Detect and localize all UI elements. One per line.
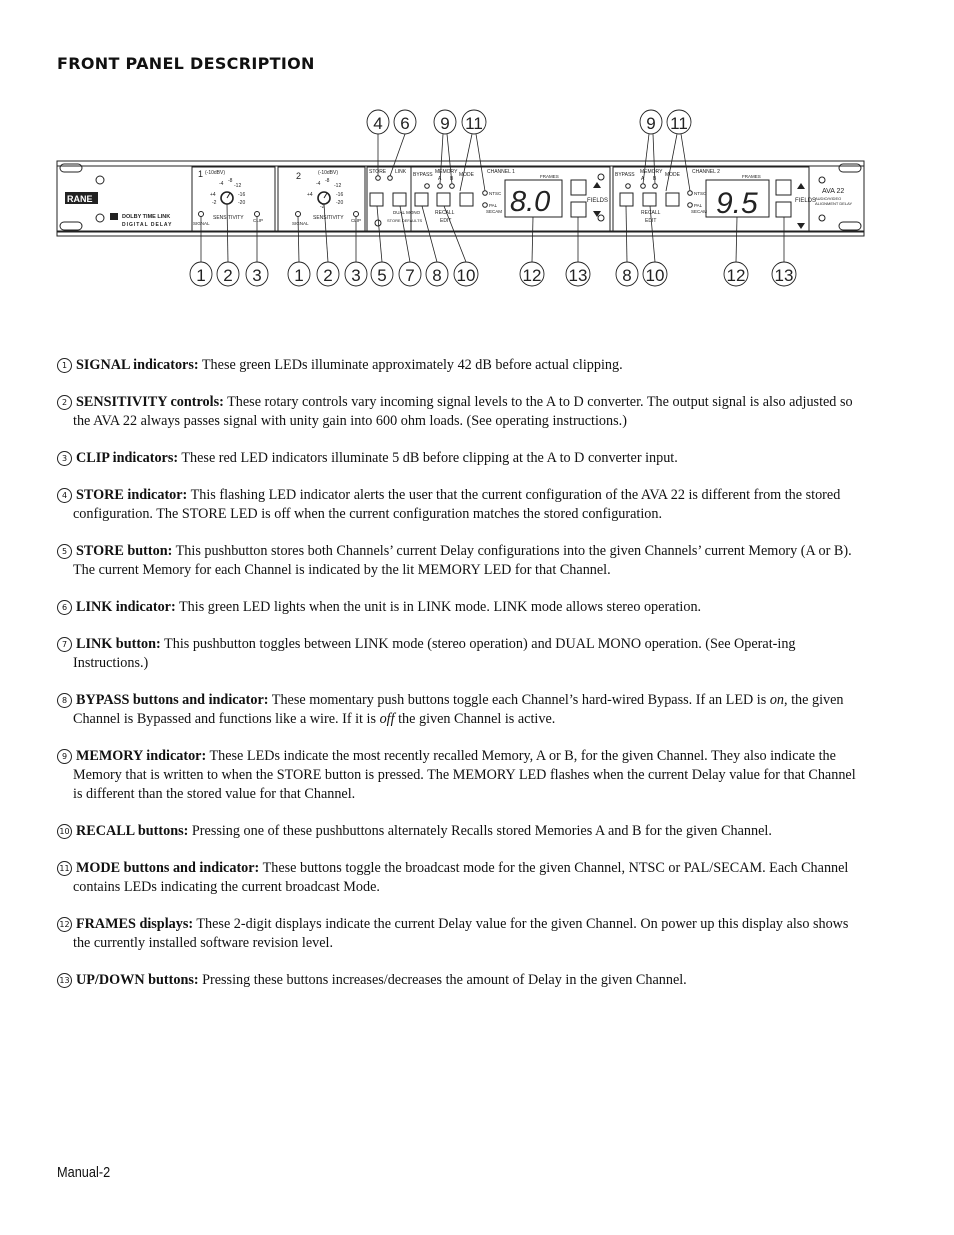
top-callouts — [367, 110, 691, 134]
memory-b-led-1 — [450, 184, 455, 189]
callout-number: 13 — [568, 266, 588, 285]
item-number: 13 — [57, 973, 72, 988]
down-button-1 — [571, 202, 586, 217]
svg-text:SECAM: SECAM — [691, 209, 708, 214]
svg-text:-20: -20 — [238, 200, 246, 206]
item-text: These red LED indicators illuminate 5 dB before clipping at the A to D converter input. — [178, 450, 678, 466]
up-arrow-icon — [797, 183, 805, 189]
callout-number: 12 — [522, 266, 542, 285]
callout-number: 9 — [440, 114, 450, 133]
svg-text:STORE DEFAULTS: STORE DEFAULTS — [387, 218, 423, 223]
callout-number: 2 — [223, 266, 233, 285]
list-item — [57, 971, 867, 990]
svg-text:FRAMES: FRAMES — [742, 174, 761, 179]
screw-icon — [598, 174, 604, 180]
signal-led-2 — [296, 212, 301, 217]
frames-display-1-value: 8.0 — [510, 186, 551, 218]
item-number: 3 — [57, 451, 72, 466]
svg-text:SIGNAL: SIGNAL — [292, 221, 309, 226]
item-label: STORE button: — [76, 543, 173, 559]
svg-text:SENSITIVITY: SENSITIVITY — [213, 215, 244, 221]
callout-number: 11 — [670, 114, 688, 133]
svg-text:-16: -16 — [336, 192, 344, 198]
rack-slot-icon — [60, 164, 82, 172]
list-item — [57, 822, 867, 841]
list-item — [57, 635, 867, 673]
screw-icon — [96, 214, 104, 222]
svg-text:FIELDS: FIELDS — [587, 198, 609, 204]
list-item — [57, 691, 867, 729]
dolby-label: DOLBY TIME LINK — [122, 214, 171, 220]
item-label: SENSITIVITY controls: — [76, 394, 224, 410]
ntsc-led-2 — [688, 191, 693, 196]
callout-number: 6 — [400, 114, 410, 133]
callout-number: 13 — [774, 266, 794, 285]
svg-text:+4: +4 — [307, 192, 313, 198]
memory-a-led-1 — [438, 184, 443, 189]
item-label: RECALL buttons: — [76, 823, 189, 839]
list-item — [57, 915, 867, 953]
up-arrow-icon — [593, 182, 601, 188]
svg-text:PAL: PAL — [489, 203, 498, 208]
link-button — [393, 193, 406, 206]
memory-b-led-2 — [653, 184, 658, 189]
callout-number: 12 — [726, 266, 746, 285]
bypass-led-1 — [425, 184, 430, 189]
svg-text:(-10dBV): (-10dBV) — [205, 170, 226, 176]
svg-text:(-10dBV): (-10dBV) — [318, 170, 339, 176]
list-item — [57, 356, 867, 375]
svg-text:DUAL MONO: DUAL MONO — [393, 210, 421, 215]
bypass-button-2 — [620, 193, 633, 206]
svg-text:AUDIO/VIDEO: AUDIO/VIDEO — [815, 196, 842, 201]
channel1-number: 1 — [198, 169, 204, 179]
svg-text:SECAM: SECAM — [486, 209, 503, 214]
front-panel-diagram — [0, 0, 954, 300]
screw-icon — [819, 215, 825, 221]
svg-text:RECALL: RECALL — [435, 210, 455, 216]
item-text: This flashing LED indicator alerts the user that the current configuration of the AVA 22 is different from the stored configuration. The STORE LED is off when the current configuration matches the stored configuration. — [73, 487, 841, 522]
digital-delay-label: DIGITAL DELAY — [122, 222, 173, 228]
down-arrow-icon — [797, 223, 805, 229]
memory-a-led-2 — [641, 184, 646, 189]
item-number: 6 — [57, 600, 72, 615]
rack-slot-icon — [60, 222, 82, 230]
list-item — [57, 486, 867, 524]
pal-led-1 — [483, 203, 488, 208]
svg-text:A: A — [438, 176, 442, 182]
ntsc-led-1 — [483, 191, 488, 196]
screw-icon — [96, 176, 104, 184]
svg-text:CLIP: CLIP — [253, 218, 264, 223]
mode-button-1 — [460, 193, 473, 206]
list-item — [57, 542, 867, 580]
svg-text:FRAMES: FRAMES — [540, 174, 559, 179]
svg-text:BYPASS: BYPASS — [413, 172, 433, 178]
item-text: These momentary push buttons toggle each Channel’s hard-wired Bypass. If an LED is — [268, 692, 770, 708]
svg-text:CLIP: CLIP — [351, 218, 362, 223]
item-number: 1 — [57, 358, 72, 373]
svg-text:SIGNAL: SIGNAL — [193, 221, 210, 226]
screw-icon — [819, 177, 825, 183]
svg-text:B: B — [450, 176, 454, 182]
callout-number: 10 — [456, 266, 476, 285]
item-number: 9 — [57, 749, 72, 764]
callout-number: 8 — [622, 266, 632, 285]
svg-text:FIELDS: FIELDS — [795, 198, 817, 204]
list-item — [57, 598, 867, 617]
callout-number: 5 — [377, 266, 387, 285]
item-number: 12 — [57, 917, 72, 932]
item-label: SIGNAL indicators: — [76, 357, 199, 373]
bypass-led-2 — [626, 184, 631, 189]
callout-number: 9 — [646, 114, 656, 133]
item-text: the given Channel is active. — [394, 711, 556, 727]
item-number: 4 — [57, 488, 72, 503]
frames-display-2-value: 9.5 — [716, 187, 758, 220]
item-number: 7 — [57, 637, 72, 652]
link-led — [388, 176, 393, 181]
item-text: These LEDs indicate the most recently recalled Memory, A or B, for the given Channel. They also indicate the Memory that is written to when the STORE button is pressed. The MEMORY LED flashes when the current Delay value for that Channel is different than the stored value for that Channel. — [73, 748, 856, 802]
item-text: These rotary controls vary incoming signal levels to the A to D converter. The output signal is also adjusted so the AVA 22 always passes signal with unity gain into 600 ohm loads. (See operating instructions.) — [73, 394, 853, 429]
rack-slot-icon — [839, 222, 861, 230]
screw-icon — [598, 215, 604, 221]
item-label: MEMORY indicator: — [76, 748, 207, 764]
item-text: These green LEDs illuminate approximately 42 dB before actual clipping. — [198, 357, 623, 373]
svg-text:-20: -20 — [336, 200, 344, 206]
bottom-callouts — [190, 262, 796, 286]
description-list — [57, 356, 867, 1008]
callout-number: 11 — [465, 114, 483, 133]
svg-text:NTSC: NTSC — [489, 191, 502, 196]
item-label: STORE indicator: — [76, 487, 188, 503]
store-button — [370, 193, 383, 206]
svg-text:PAL: PAL — [694, 203, 703, 208]
bypass-button-1 — [415, 193, 428, 206]
item-emphasis: off — [379, 711, 395, 727]
svg-text:MEMORY: MEMORY — [435, 169, 458, 175]
list-item — [57, 859, 867, 897]
item-text: These buttons toggle the broadcast mode for the given Channel, NTSC or PAL/SECAM. Each Channel contains LEDs indicating the current broadcast Mode. — [73, 860, 849, 895]
pal-led-2 — [688, 203, 693, 208]
item-text: Pressing one of these pushbuttons alternately Recalls stored Memories A and B for the given Channel. — [188, 823, 772, 839]
svg-text:-12: -12 — [334, 183, 342, 189]
item-text: This pushbutton stores both Channels’ current Delay configurations into the given Channels’ current Memory (A or B). The current Memory for each Channel is indicated by the lit MEMORY LED for that Channel. — [73, 543, 852, 578]
item-label: BYPASS buttons and indicator: — [76, 692, 269, 708]
svg-text:+4: +4 — [210, 192, 216, 198]
item-label: MODE buttons and indicator: — [76, 860, 260, 876]
callout-number: 7 — [405, 266, 415, 285]
svg-text:NTSC: NTSC — [694, 191, 707, 196]
item-number: 8 — [57, 693, 72, 708]
item-number: 5 — [57, 544, 72, 559]
svg-text:EDIT: EDIT — [645, 218, 657, 224]
svg-text:-12: -12 — [234, 183, 242, 189]
clip-led-1 — [255, 212, 260, 217]
item-emphasis: on — [769, 692, 785, 708]
page-footer: Manual-2 — [57, 1164, 111, 1181]
dolby-logo-icon — [110, 213, 118, 220]
callout-number: 3 — [351, 266, 361, 285]
list-item — [57, 393, 867, 431]
rack-slot-icon — [839, 164, 861, 172]
item-label: UP/DOWN buttons: — [76, 972, 199, 988]
svg-text:CHANNEL 2: CHANNEL 2 — [692, 169, 720, 175]
svg-text:MODE: MODE — [459, 172, 474, 178]
svg-text:SENSITIVITY: SENSITIVITY — [313, 215, 344, 221]
svg-text:MEMORY: MEMORY — [640, 169, 663, 175]
up-button-1 — [571, 180, 586, 195]
callout-number: 8 — [432, 266, 442, 285]
mode-button-2 — [666, 193, 679, 206]
callout-number: 4 — [373, 114, 383, 133]
svg-text:-2: -2 — [320, 204, 325, 210]
callout-number: 1 — [196, 266, 206, 285]
item-label: LINK button: — [76, 636, 161, 652]
item-text: This green LED lights when the unit is in LINK mode. LINK mode allows stereo operation. — [175, 599, 702, 615]
signal-led-1 — [199, 212, 204, 217]
svg-text:-16: -16 — [238, 192, 246, 198]
item-number: 2 — [57, 395, 72, 410]
channel2-number: 2 — [296, 171, 302, 181]
list-item — [57, 747, 867, 804]
item-number: 10 — [57, 824, 72, 839]
svg-text:-4: -4 — [219, 181, 224, 187]
callout-number: 10 — [645, 266, 665, 285]
item-text: These 2-digit displays indicate the current Delay value for the given Channel. On power up this display also shows the currently installed software revision level. — [73, 916, 849, 951]
store-led — [376, 176, 381, 181]
up-button-2 — [776, 180, 791, 195]
item-label: CLIP indicators: — [76, 450, 179, 466]
item-text: This pushbutton toggles between LINK mode (stereo operation) and DUAL MONO operation. (See Operat-ing Instructions.) — [73, 636, 796, 671]
svg-text:MODE: MODE — [665, 172, 680, 178]
svg-text:ALIGNMENT DELAY: ALIGNMENT DELAY — [815, 201, 853, 206]
svg-text:-2: -2 — [212, 200, 217, 206]
callout-number: 3 — [252, 266, 262, 285]
list-item — [57, 449, 867, 468]
svg-text:EDIT: EDIT — [440, 218, 452, 224]
callout-number: 1 — [294, 266, 304, 285]
svg-text:-4: -4 — [316, 181, 321, 187]
item-label: FRAMES displays: — [76, 916, 194, 932]
svg-text:CHANNEL 1: CHANNEL 1 — [487, 169, 515, 175]
callout-number: 2 — [323, 266, 333, 285]
svg-text:BYPASS: BYPASS — [615, 172, 635, 178]
clip-led-2 — [354, 212, 359, 217]
brand-logo-text: RANE — [67, 194, 93, 204]
svg-text:-8: -8 — [228, 178, 233, 184]
svg-text:RECALL: RECALL — [641, 210, 661, 216]
svg-text:STORE: STORE — [369, 169, 387, 175]
item-text: Pressing these buttons increases/decreases the amount of Delay in the given Channel. — [198, 972, 687, 988]
svg-text:B: B — [653, 176, 657, 182]
recall-button-2 — [643, 193, 656, 206]
item-number: 11 — [57, 861, 72, 876]
svg-text:-8: -8 — [325, 178, 330, 184]
svg-text:A: A — [641, 176, 645, 182]
svg-text:LINK: LINK — [395, 169, 407, 175]
item-text: , the given Channel is Bypassed and functions like a wire. If it is — [73, 692, 844, 727]
page-title: FRONT PANEL DESCRIPTION — [57, 54, 315, 73]
item-label: LINK indicator: — [76, 599, 176, 615]
recall-button-1 — [437, 193, 450, 206]
down-button-2 — [776, 202, 791, 217]
down-arrow-icon — [593, 211, 601, 217]
model-label: AVA 22 — [822, 188, 845, 195]
